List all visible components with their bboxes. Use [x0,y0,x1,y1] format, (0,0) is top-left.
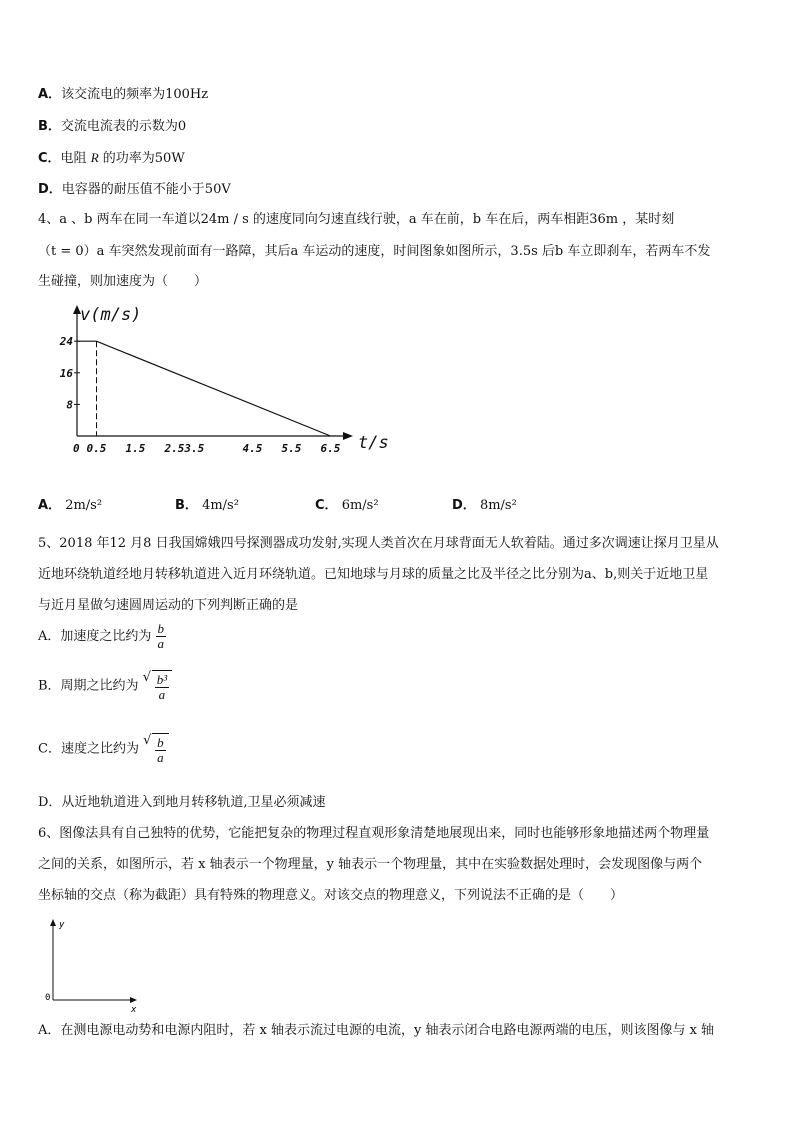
x-tick-label: 4.5 [242,442,263,455]
q4-option-d: D． 8m/s² [452,498,517,513]
y-tick-label: 16 [59,366,73,380]
q4-option-a: A． 2m/s² [38,498,103,513]
y-axis-arrow [50,919,56,926]
sqrt-b3-over-a: √ $\frac{\text{b³}}{a}$ [143,670,172,702]
option-d-prev: D．电容器的耐压值不能小于50V [38,182,231,197]
x-tick-label: 5.5 [281,442,302,455]
q5-line2: 近地环绕轨道经地月转移轨道进入近月环绕轨道。已知地球与月球的质量之比及半径之比分别为a、b,则关于近地卫星 [38,567,709,582]
option-b-prev: B．交流电流表的示数为0 [38,119,187,134]
y-tick-label: 8 [66,398,73,412]
x-tick-label: 6.5 [320,442,341,455]
velocity-time-graph [45,300,389,460]
velocity-line [77,341,331,436]
q5-option-d: D．从近地轨道进入到地月转移轨道,卫星必须减速 [38,795,326,810]
x-tick-label: 0.5 [86,442,107,455]
x-tick-label: 2.53.5 [164,442,205,455]
xy-axes-figure [40,915,160,1015]
q6-line1: 6、图像法具有自己独特的优势，它能把复杂的物理过程直观形象清楚地展现出来，同时也能够形象地描述两个物理量 [38,826,710,841]
fraction-b-over-a: $\frac{b}{a}$ [157,621,165,651]
y-axis-label: v(m/s) [80,305,142,325]
x-tick-label: 0 [73,442,80,455]
q5-line1: 5、2018 年12 月8 日我国嫦娥四号探测器成功发射,实现人类首次在月球背面无人软着陆。通过多次调速让探月卫星从 [38,536,719,551]
option-a-prev: A．该交流电的频率为100Hz [38,87,209,102]
x-axis-arrow [130,997,137,1003]
x-axis-label: x [131,1005,137,1015]
option-c-prev: C．电阻 R 的功率为50W [38,150,185,166]
x-tick-label: 1.5 [125,442,146,455]
y-axis-label: y [59,920,65,930]
q5-option-b: B．周期之比约为 √ $\frac{\text{b³}}{a}$ [38,670,172,702]
q4-line1: 4、a 、b 两车在同一车道以24m / s 的速度同向匀速直线行驶，a 车在前，b 车在后，两车相距36m ，某时刻 [38,212,675,227]
q4-line3: 生碰撞，则加速度为（ ） [38,274,208,289]
q6-line3: 坐标轴的交点（称为截距）具有特殊的物理意义。对该交点的物理意义，下列说法不正确的是（ ） [38,888,624,903]
origin-label: 0 [45,993,51,1003]
q6-option-a: A．在测电源电动势和电源内阻时，若 x 轴表示流过电源的电流，y 轴表示闭合电路电源两端的电压，则该图像与 x 轴 [38,1023,715,1038]
q6-line2: 之间的关系，如图所示，若 x 轴表示一个物理量，y 轴表示一个物理量，其中在实验数据处理时，会发现图像与两个 [38,857,703,872]
x-axis-label: t/s [358,433,389,453]
x-axis-arrow [343,432,353,440]
q4-line2: （t = 0）a 车突然发现前面有一路障，其后a 车运动的速度，时间图象如图所示，3.5s 后b 车立即刹车，若两车不发 [38,244,711,259]
q5-option-a: A．加速度之比约为 $\frac{b}{a}$ [38,621,165,651]
q5-option-c: C．速度之比约为 √ $\frac{b}{a}$ [38,733,169,765]
q4-option-b: B． 4m/s² [175,498,239,513]
q5-line3: 与近月星做匀速圆周运动的下列判断正确的是 [38,598,299,613]
y-tick-label: 24 [59,335,73,349]
sqrt-b-over-a: √ $\frac{b}{a}$ [143,733,169,765]
q4-option-c: C． 6m/s² [315,498,379,513]
